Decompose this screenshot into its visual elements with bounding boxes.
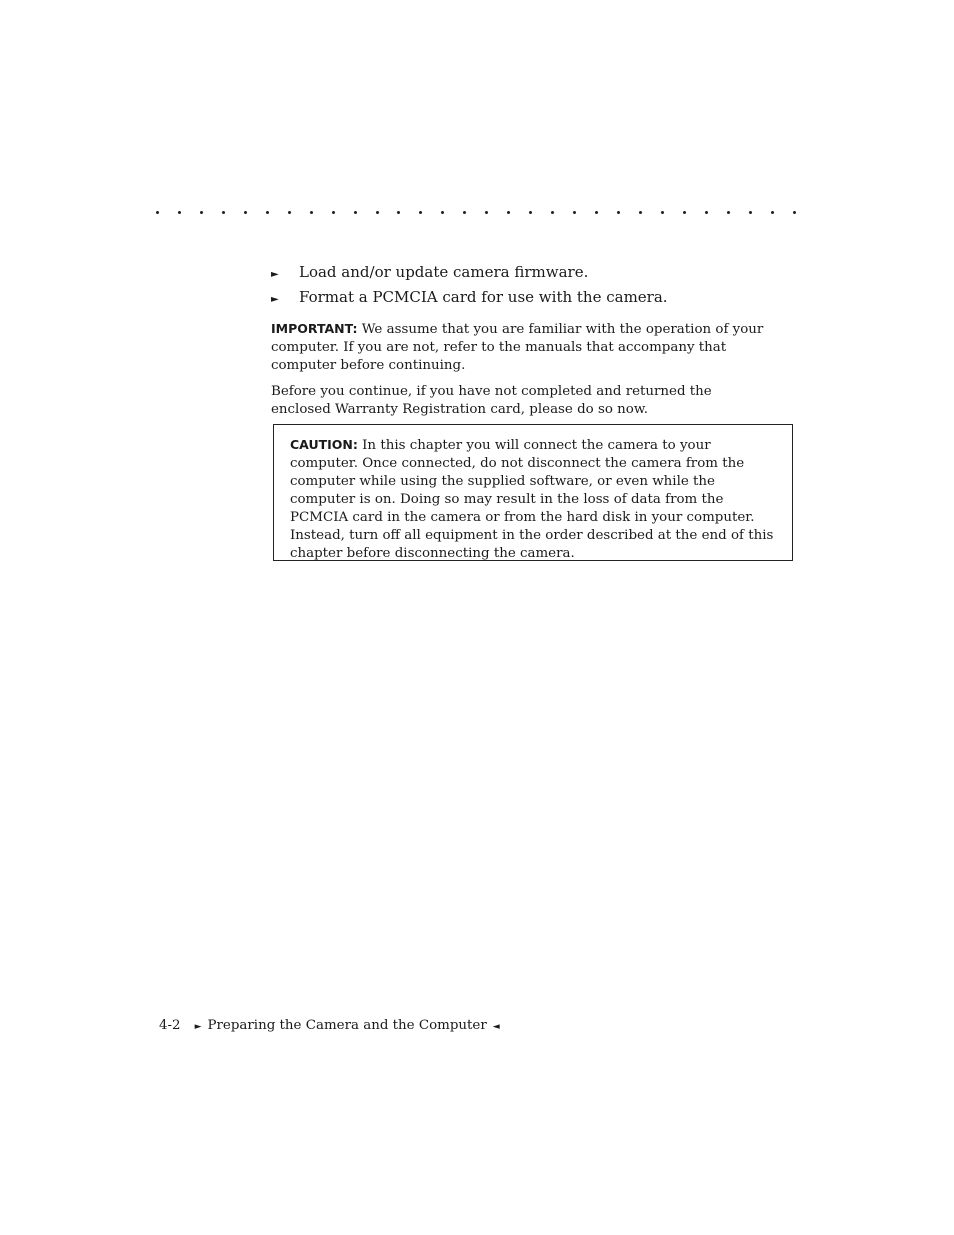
important-label: IMPORTANT:	[271, 321, 358, 336]
bullet-list	[271, 261, 771, 311]
important-text: We assume that you are familiar with the operation of your computer. If you are not, refer to the manuals that accompany that computer before continuing.	[271, 322, 764, 373]
triangle-left-icon: ◄	[492, 1022, 500, 1032]
page-number: 4-2	[159, 1018, 181, 1033]
triangle-bullet-icon: ►	[271, 294, 279, 305]
caution-text: In this chapter you will connect the camera to your computer. Once connected, do not disconnect the camera from the computer while using the supplied software, or even while the computer is on. Doing so may result in the loss of data from the PCMCIA card in the camera or from the hard disk in your computer. Instead, turn off all equipment in the order described at the end of this chapter before disconnecting the camera.	[290, 438, 774, 561]
caution-label: CAUTION:	[290, 437, 358, 452]
list-item	[271, 261, 771, 286]
list-item-text: Format a PCMCIA card for use with the camera.	[299, 288, 668, 306]
dotted-header-rule	[156, 207, 796, 217]
list-item-text: Load and/or update camera firmware.	[299, 263, 589, 281]
triangle-right-icon: ►	[194, 1022, 202, 1032]
important-note	[271, 320, 771, 375]
list-item	[271, 286, 771, 311]
caution-box	[273, 424, 793, 561]
chapter-title: Preparing the Camera and the Computer	[207, 1018, 487, 1033]
caution-note	[290, 436, 776, 563]
main-content	[271, 261, 771, 419]
page-footer	[159, 1017, 500, 1036]
warranty-paragraph: Before you continue, if you have not completed and returned the enclosed Warranty Registration card, please do so now.	[271, 384, 712, 417]
triangle-bullet-icon: ►	[271, 269, 279, 280]
